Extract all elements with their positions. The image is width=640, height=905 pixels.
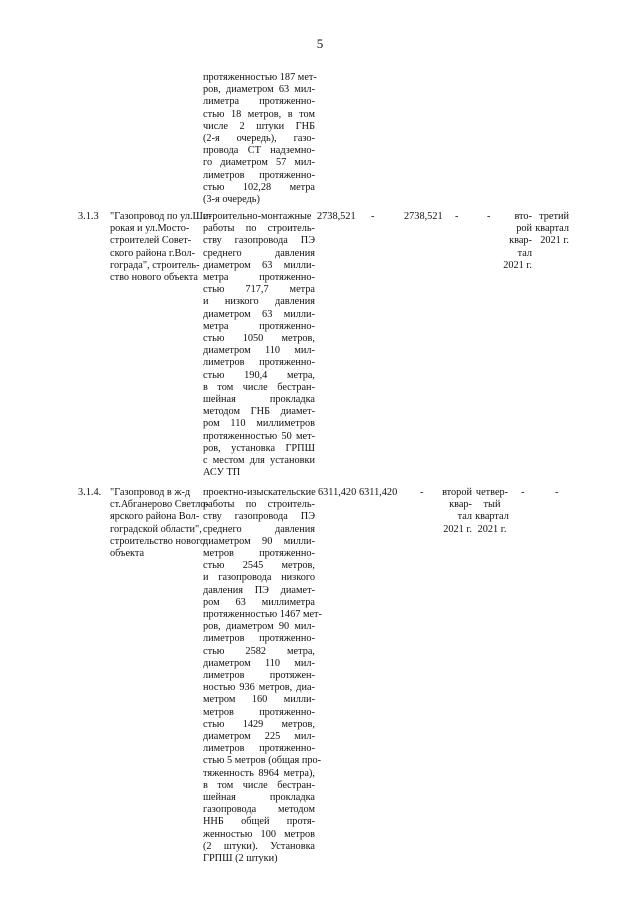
text-line: стью 1050 метров,: [203, 333, 315, 345]
text-line: четвер-: [475, 487, 509, 498]
text-line: стью 102,28 метра: [203, 181, 315, 193]
text-line: давления ПЭ диамет-: [203, 584, 315, 596]
text-line: проектно-изыскательские: [203, 487, 316, 498]
text-line: шейная прокладка: [203, 792, 315, 804]
text-line: тый: [483, 499, 501, 511]
text-line: лиметров протяженно-: [203, 743, 315, 755]
text-line: рой: [516, 223, 532, 235]
text-line: в том числе бестран-: [203, 381, 315, 393]
text-line: ство нового объекта: [110, 272, 198, 284]
text-line: второй: [442, 487, 472, 498]
object-name: [110, 487, 209, 560]
text-line: метров протяженно-: [203, 706, 315, 718]
text-line: тал: [457, 511, 472, 523]
text-line: квартал: [475, 511, 509, 523]
text-line: протяженностью 50 мет-: [203, 430, 315, 442]
text-line: метра протяженно-: [203, 272, 315, 284]
text-line: квар-: [509, 235, 532, 247]
text-line: лиметров протяженно-: [203, 357, 315, 369]
text-line: стью 5 метров (общая про-: [203, 755, 322, 767]
text-line: 2021 г.: [503, 259, 532, 271]
text-line: гоградской области",: [110, 523, 202, 535]
text-line: стью 1429 метров,: [203, 718, 315, 730]
text-line: "Газопровод в ж-д: [110, 487, 191, 498]
value-d: -: [455, 211, 459, 222]
term-end: [474, 487, 510, 536]
text-line: 2021 г.: [477, 523, 507, 535]
row-number: 3.1.3: [78, 211, 99, 222]
text-line: числе 2 штуки ГНБ: [203, 120, 315, 132]
text-line: ству газопровода ПЭ: [203, 511, 315, 523]
text-line: ству газопровода ПЭ: [203, 235, 315, 247]
value-a: 6311,420: [318, 487, 357, 498]
text-line: метром 160 милли-: [203, 694, 315, 706]
text-line: (2 штуки). Установка: [203, 840, 315, 852]
text-line: стью 190,4 метра,: [203, 369, 315, 381]
text-line: лиметров протяжен-: [203, 670, 315, 682]
text-line: ров, установка ГРПШ: [203, 442, 315, 454]
text-line: ского района г.Вол-: [110, 247, 196, 259]
text-line: ННБ общей протя-: [203, 816, 315, 828]
text-line: среднего давления: [203, 247, 315, 259]
text-line: АСУ ТП: [203, 467, 241, 479]
text-line: диаметром 90 милли-: [203, 535, 315, 547]
text-line: метра протяженно-: [203, 320, 315, 332]
text-line: диаметром 110 мил-: [203, 657, 315, 669]
text-line: протяженностью 187 мет-: [203, 72, 317, 83]
text-line: диаметром 63 милли-: [203, 308, 315, 320]
text-line: среднего давления: [203, 523, 315, 535]
text-line: 2021 г.: [443, 523, 472, 535]
text-line: и газопровода низкого: [203, 572, 315, 584]
text-line: лиметров протяженно-: [203, 169, 315, 181]
text-line: вто-: [514, 211, 532, 222]
text-line: квар-: [449, 499, 472, 511]
text-line: рокая и ул.Мосто-: [110, 223, 190, 235]
text-line: 2021 г.: [540, 235, 569, 247]
text-line: и низкого давления: [203, 296, 315, 308]
text-line: ГРПШ (2 штуки): [203, 853, 278, 865]
term-start: [438, 487, 472, 536]
text-line: методом ГНБ диамет-: [203, 406, 315, 418]
text-line: строителей Совет-: [110, 235, 192, 247]
text-line: квартал: [535, 223, 569, 235]
value-a: 2738,521: [317, 211, 356, 222]
text-line: "Газопровод по ул.Ши-: [110, 211, 212, 222]
text-line: третий: [539, 211, 569, 222]
object-name: [110, 211, 212, 284]
text-line: работы по строитель-: [203, 499, 315, 511]
value-c: 2738,521: [404, 211, 443, 222]
value-c: -: [420, 487, 424, 498]
text-line: тал: [517, 247, 532, 259]
text-line: объекта: [110, 548, 145, 560]
text-line: шейная прокладка: [203, 394, 315, 406]
text-line: гограда", строитель-: [110, 259, 200, 271]
text-line: метров протяженно-: [203, 548, 315, 560]
text-line: лиметра протяженно-: [203, 96, 315, 108]
text-line: провода СТ надземно-: [203, 145, 315, 157]
text-line: диаметром 225 мил-: [203, 731, 315, 743]
text-line: стью 18 метров, в том: [203, 108, 315, 120]
text-line: (2-я очередь), газо-: [203, 133, 315, 145]
text-line: газопровода методом: [203, 804, 315, 816]
text-line: ром 63 миллиметра: [203, 596, 315, 608]
text-line: ностью 936 метров, диа-: [203, 682, 315, 694]
text-line: стью 2545 метров,: [203, 560, 315, 572]
text-line: тяженность 8964 метра),: [203, 767, 315, 779]
text-line: женностью 100 метров: [203, 828, 315, 840]
text-line: (3-я очередь): [203, 194, 260, 206]
text-line: лиметров протяженно-: [203, 633, 315, 645]
value-b: 6311,420: [359, 487, 398, 498]
text-line: диаметром 63 милли-: [203, 259, 315, 271]
text-line: в том числе бестран-: [203, 779, 315, 791]
work-description: [203, 487, 322, 865]
text-line: работы по строитель-: [203, 223, 315, 235]
text-line: ров, диаметром 90 мил-: [203, 621, 315, 633]
term-start: [500, 211, 532, 272]
text-line: диаметром 110 мил-: [203, 345, 315, 357]
term-end: [535, 211, 569, 248]
text-line: ярского района Вол-: [110, 511, 200, 523]
page-number: 5: [316, 36, 324, 51]
value-e: -: [487, 211, 491, 222]
text-line: с местом для установки: [203, 455, 315, 467]
text-line: стью 2582 метра,: [203, 645, 315, 657]
text-line: ст.Абганерово Светло-: [110, 499, 209, 511]
value-d: -: [521, 487, 525, 498]
text-line: ром 110 миллиметров: [203, 418, 315, 430]
text-line: протяженностью 1467 мет-: [203, 609, 322, 621]
value-e: -: [555, 487, 559, 498]
value-b: -: [371, 211, 375, 222]
text-line: строительно-монтажные: [203, 211, 312, 222]
work-description: [203, 211, 315, 479]
text-line: го диаметром 57 мил-: [203, 157, 315, 169]
continuation-description: [203, 72, 315, 206]
text-line: стью 717,7 метра: [203, 284, 315, 296]
text-line: ров, диаметром 63 мил-: [203, 84, 315, 96]
text-line: строительство нового: [110, 535, 206, 547]
row-number: 3.1.4.: [78, 487, 102, 498]
